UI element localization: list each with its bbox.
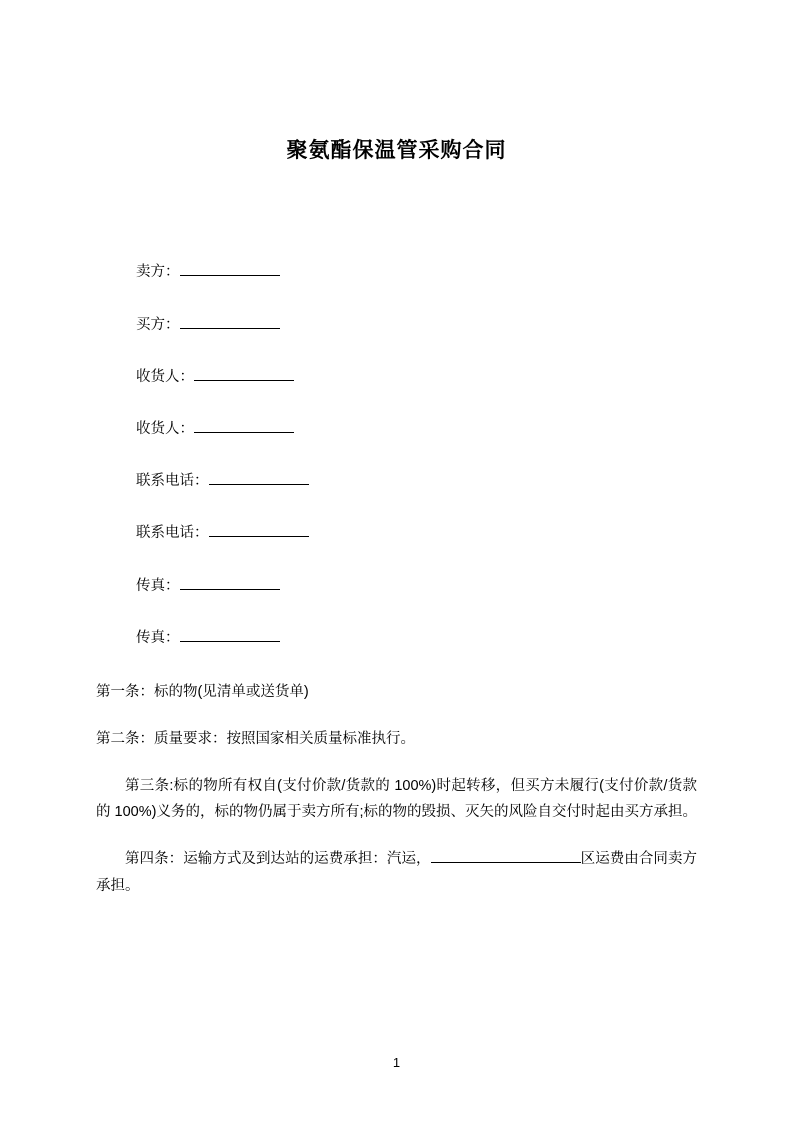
party-value-phone-2[interactable] <box>209 536 309 537</box>
clause-list <box>96 679 697 900</box>
party-value-fax-1[interactable] <box>180 589 280 590</box>
clause-1: 第一条：标的物(见清单或送货单) <box>96 683 309 700</box>
party-line-seller <box>96 261 697 284</box>
party-information-block <box>96 261 697 650</box>
party-line-consignee-1 <box>96 366 697 389</box>
clause-4-blank[interactable] <box>431 862 581 863</box>
page-number: 1 <box>392 1055 401 1070</box>
party-line-phone-1 <box>96 470 697 493</box>
page-title: 聚氨酯保温管采购合同 <box>286 139 507 162</box>
party-value-fax-2[interactable] <box>180 641 280 642</box>
document-body <box>96 0 697 920</box>
clause-4-suffix: 区运费由合同卖方承担。 <box>96 851 698 894</box>
clause-4-prefix: 第四条：运输方式及到达站的运费承担：汽运， <box>125 851 431 868</box>
party-line-fax-1 <box>96 575 697 598</box>
clause-4 <box>96 846 697 900</box>
party-label-seller: 卖方： <box>136 264 180 281</box>
party-label-buyer: 买方： <box>136 316 180 333</box>
party-line-buyer <box>96 314 697 337</box>
party-label-fax-1: 传真： <box>136 577 180 594</box>
party-line-consignee-2 <box>96 418 697 441</box>
party-label-consignee-1: 收货人： <box>136 368 194 385</box>
clause-3: 第三条:标的物所有权自(支付价款/货款的 100%)时起转移，但买方未履行(支付价款/货款的 100%)义务的，标的物仍属于卖方所有;标的物的毁损、灭矢的风险自交付时起由买方承担。 <box>96 777 697 821</box>
party-label-phone-1: 联系电话： <box>136 473 209 490</box>
party-value-phone-1[interactable] <box>209 484 309 485</box>
party-line-phone-2 <box>96 522 697 545</box>
party-value-consignee-2[interactable] <box>194 432 294 433</box>
party-value-consignee-1[interactable] <box>194 380 294 381</box>
party-value-seller[interactable] <box>180 275 280 276</box>
party-value-buyer[interactable] <box>180 328 280 329</box>
party-label-phone-2: 联系电话： <box>136 525 209 542</box>
party-line-fax-2 <box>96 627 697 650</box>
party-label-consignee-2: 收货人： <box>136 420 194 437</box>
party-label-fax-2: 传真： <box>136 629 180 646</box>
clause-2: 第二条：质量要求：按照国家相关质量标准执行。 <box>96 730 415 747</box>
